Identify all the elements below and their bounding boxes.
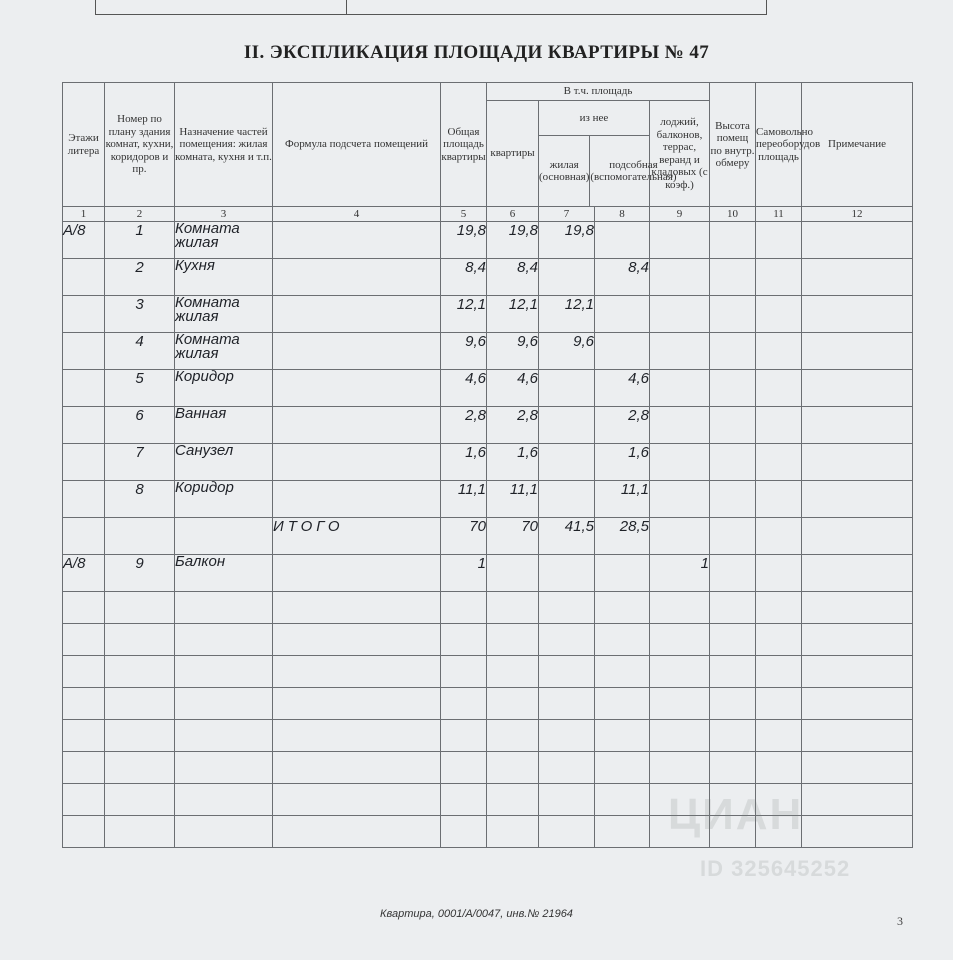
empty-cell bbox=[105, 518, 175, 555]
room-name: Комната жилая bbox=[175, 296, 273, 333]
empty-cell bbox=[539, 555, 595, 592]
apartment-area: 8,4 bbox=[487, 259, 539, 296]
total-area: 8,4 bbox=[441, 259, 487, 296]
room-name: Ванная bbox=[175, 407, 273, 444]
total-area: 4,6 bbox=[441, 370, 487, 407]
formula-cell bbox=[273, 481, 441, 518]
loggia-area bbox=[650, 407, 710, 444]
header-auxiliary: подсобная (вспомогательная) bbox=[590, 158, 677, 183]
apartment-area: 4,6 bbox=[487, 370, 539, 407]
table-row bbox=[63, 296, 913, 333]
loggia-area bbox=[650, 370, 710, 407]
room-number: 9 bbox=[105, 555, 175, 592]
note-cell bbox=[802, 333, 913, 370]
empty-cell bbox=[595, 555, 650, 592]
room-number: 3 bbox=[105, 296, 175, 333]
header-unauthorized: Самовольно переоборудов площадь bbox=[756, 83, 802, 207]
empty-row bbox=[63, 624, 913, 656]
empty-row bbox=[63, 656, 913, 688]
empty-cell bbox=[710, 555, 756, 592]
header-loggias: лоджий, балконов, террас, веранд и кладовых (с коэф.) bbox=[650, 101, 710, 207]
colnum: 10 bbox=[710, 207, 756, 222]
litera bbox=[63, 259, 105, 296]
living-area: 12,1 bbox=[539, 296, 595, 333]
balcony-row bbox=[63, 555, 913, 592]
total-area: 11,1 bbox=[441, 481, 487, 518]
colnum: 11 bbox=[756, 207, 802, 222]
empty-cell bbox=[802, 555, 913, 592]
aux-area bbox=[595, 222, 650, 259]
colnum: 3 bbox=[175, 207, 273, 222]
empty-row bbox=[63, 752, 913, 784]
litera bbox=[63, 444, 105, 481]
height-cell bbox=[710, 370, 756, 407]
living-area bbox=[539, 407, 595, 444]
loggia-area bbox=[650, 333, 710, 370]
total-area: 1 bbox=[441, 555, 487, 592]
room-number: 1 bbox=[105, 222, 175, 259]
unauthorized-cell bbox=[756, 481, 802, 518]
unauthorized-cell bbox=[756, 222, 802, 259]
litera bbox=[63, 296, 105, 333]
note-cell bbox=[802, 444, 913, 481]
formula-cell bbox=[273, 555, 441, 592]
living-area bbox=[539, 481, 595, 518]
colnum: 12 bbox=[802, 207, 913, 222]
table-row bbox=[63, 481, 913, 518]
total-row bbox=[63, 518, 913, 555]
table-row bbox=[63, 370, 913, 407]
formula-cell bbox=[273, 370, 441, 407]
formula-cell bbox=[273, 259, 441, 296]
room-number: 7 bbox=[105, 444, 175, 481]
loggia-area bbox=[650, 222, 710, 259]
formula-cell bbox=[273, 407, 441, 444]
apartment-area: 70 bbox=[487, 518, 539, 555]
room-number: 8 bbox=[105, 481, 175, 518]
page-number: 3 bbox=[897, 914, 903, 928]
note-cell bbox=[802, 222, 913, 259]
table-row bbox=[63, 222, 913, 259]
loggia-area bbox=[650, 481, 710, 518]
colnum: 1 bbox=[63, 207, 105, 222]
litera bbox=[63, 481, 105, 518]
empty-cell bbox=[756, 518, 802, 555]
header-total-area: Общая площадь квартиры bbox=[441, 83, 487, 207]
room-name: Коридор bbox=[175, 370, 273, 407]
height-cell bbox=[710, 259, 756, 296]
formula-cell bbox=[273, 222, 441, 259]
colnum: 6 bbox=[487, 207, 539, 222]
height-cell bbox=[710, 296, 756, 333]
note-cell bbox=[802, 296, 913, 333]
aux-area bbox=[595, 296, 650, 333]
note-cell bbox=[802, 407, 913, 444]
litera bbox=[63, 333, 105, 370]
room-number: 4 bbox=[105, 333, 175, 370]
aux-area bbox=[595, 333, 650, 370]
note-cell bbox=[802, 370, 913, 407]
litera: А/8 bbox=[63, 555, 105, 592]
empty-row bbox=[63, 592, 913, 624]
living-area: 41,5 bbox=[539, 518, 595, 555]
total-area: 9,6 bbox=[441, 333, 487, 370]
total-label: ИТОГО bbox=[273, 518, 441, 555]
loggia-area: 1 bbox=[650, 555, 710, 592]
living-area bbox=[539, 444, 595, 481]
apartment-area: 19,8 bbox=[487, 222, 539, 259]
loggia-area bbox=[650, 259, 710, 296]
litera: А/8 bbox=[63, 222, 105, 259]
apartment-area: 11,1 bbox=[487, 481, 539, 518]
table-row bbox=[63, 444, 913, 481]
empty-cell bbox=[802, 518, 913, 555]
colnum: 8 bbox=[595, 207, 650, 222]
watermark-logo: ЦИАН bbox=[668, 790, 804, 839]
living-area: 19,8 bbox=[539, 222, 595, 259]
living-area: 9,6 bbox=[539, 333, 595, 370]
header-floors: Этажи литера bbox=[63, 83, 105, 207]
height-cell bbox=[710, 481, 756, 518]
note-cell bbox=[802, 259, 913, 296]
empty-cell bbox=[175, 518, 273, 555]
header-height: Высота помещ по внутр. обмеру bbox=[710, 83, 756, 207]
height-cell bbox=[710, 222, 756, 259]
empty-cell bbox=[650, 518, 710, 555]
loggia-area bbox=[650, 444, 710, 481]
unauthorized-cell bbox=[756, 370, 802, 407]
room-name: Санузел bbox=[175, 444, 273, 481]
unauthorized-cell bbox=[756, 407, 802, 444]
aux-area: 4,6 bbox=[595, 370, 650, 407]
aux-area: 8,4 bbox=[595, 259, 650, 296]
formula-cell bbox=[273, 296, 441, 333]
room-number: 5 bbox=[105, 370, 175, 407]
litera bbox=[63, 407, 105, 444]
height-cell bbox=[710, 333, 756, 370]
colnum: 7 bbox=[539, 207, 595, 222]
top-frame bbox=[95, 0, 767, 15]
apartment-area: 1,6 bbox=[487, 444, 539, 481]
room-number: 6 bbox=[105, 407, 175, 444]
room-name: Комната жилая bbox=[175, 222, 273, 259]
colnum: 9 bbox=[650, 207, 710, 222]
empty-cell bbox=[756, 555, 802, 592]
empty-row bbox=[63, 720, 913, 752]
apartment-area: 9,6 bbox=[487, 333, 539, 370]
room-name: Комната жилая bbox=[175, 333, 273, 370]
header-note: Примечание bbox=[802, 83, 913, 207]
explication-table bbox=[62, 82, 913, 848]
apartment-area: 2,8 bbox=[487, 407, 539, 444]
room-name: Коридор bbox=[175, 481, 273, 518]
watermark-id: ID 325645252 bbox=[700, 856, 851, 881]
top-frame-divider bbox=[346, 0, 347, 14]
empty-cell bbox=[710, 518, 756, 555]
header-incl-area: В т.ч. площадь bbox=[487, 83, 710, 101]
aux-area: 1,6 bbox=[595, 444, 650, 481]
aux-area: 11,1 bbox=[595, 481, 650, 518]
unauthorized-cell bbox=[756, 259, 802, 296]
litera bbox=[63, 370, 105, 407]
height-cell bbox=[710, 444, 756, 481]
formula-cell bbox=[273, 444, 441, 481]
table-row bbox=[63, 333, 913, 370]
apartment-area: 12,1 bbox=[487, 296, 539, 333]
colnum: 2 bbox=[105, 207, 175, 222]
total-area: 2,8 bbox=[441, 407, 487, 444]
header-purpose: Назначение частей помещения: жилая комната, кухня и т.п. bbox=[175, 83, 273, 207]
total-area: 70 bbox=[441, 518, 487, 555]
header-formula: Формула подсчета помещений bbox=[273, 83, 441, 207]
living-area bbox=[539, 259, 595, 296]
empty-cell bbox=[63, 518, 105, 555]
total-area: 1,6 bbox=[441, 444, 487, 481]
header-of-which: из нее bbox=[539, 101, 649, 136]
room-name: Балкон bbox=[175, 555, 273, 592]
footer-inventory: Квартира, 0001/А/0047, инв.№ 21964 bbox=[380, 908, 573, 920]
header-living: жилая (основная) bbox=[539, 136, 590, 206]
table-row bbox=[63, 407, 913, 444]
total-area: 19,8 bbox=[441, 222, 487, 259]
loggia-area bbox=[650, 296, 710, 333]
total-area: 12,1 bbox=[441, 296, 487, 333]
empty-cell bbox=[487, 555, 539, 592]
page-title: II. ЭКСПЛИКАЦИЯ ПЛОЩАДИ КВАРТИРЫ № 47 bbox=[243, 42, 710, 63]
colnum: 5 bbox=[441, 207, 487, 222]
unauthorized-cell bbox=[756, 296, 802, 333]
header-apartment: квартиры bbox=[487, 101, 539, 207]
header-room-number: Номер по плану здания комнат, кухни, коридоров и пр. bbox=[105, 83, 175, 207]
living-area bbox=[539, 370, 595, 407]
room-name: Кухня bbox=[175, 259, 273, 296]
formula-cell bbox=[273, 333, 441, 370]
empty-row bbox=[63, 688, 913, 720]
note-cell bbox=[802, 481, 913, 518]
height-cell bbox=[710, 407, 756, 444]
aux-area: 2,8 bbox=[595, 407, 650, 444]
colnum: 4 bbox=[273, 207, 441, 222]
aux-area: 28,5 bbox=[595, 518, 650, 555]
table-row bbox=[63, 259, 913, 296]
room-number: 2 bbox=[105, 259, 175, 296]
unauthorized-cell bbox=[756, 333, 802, 370]
unauthorized-cell bbox=[756, 444, 802, 481]
